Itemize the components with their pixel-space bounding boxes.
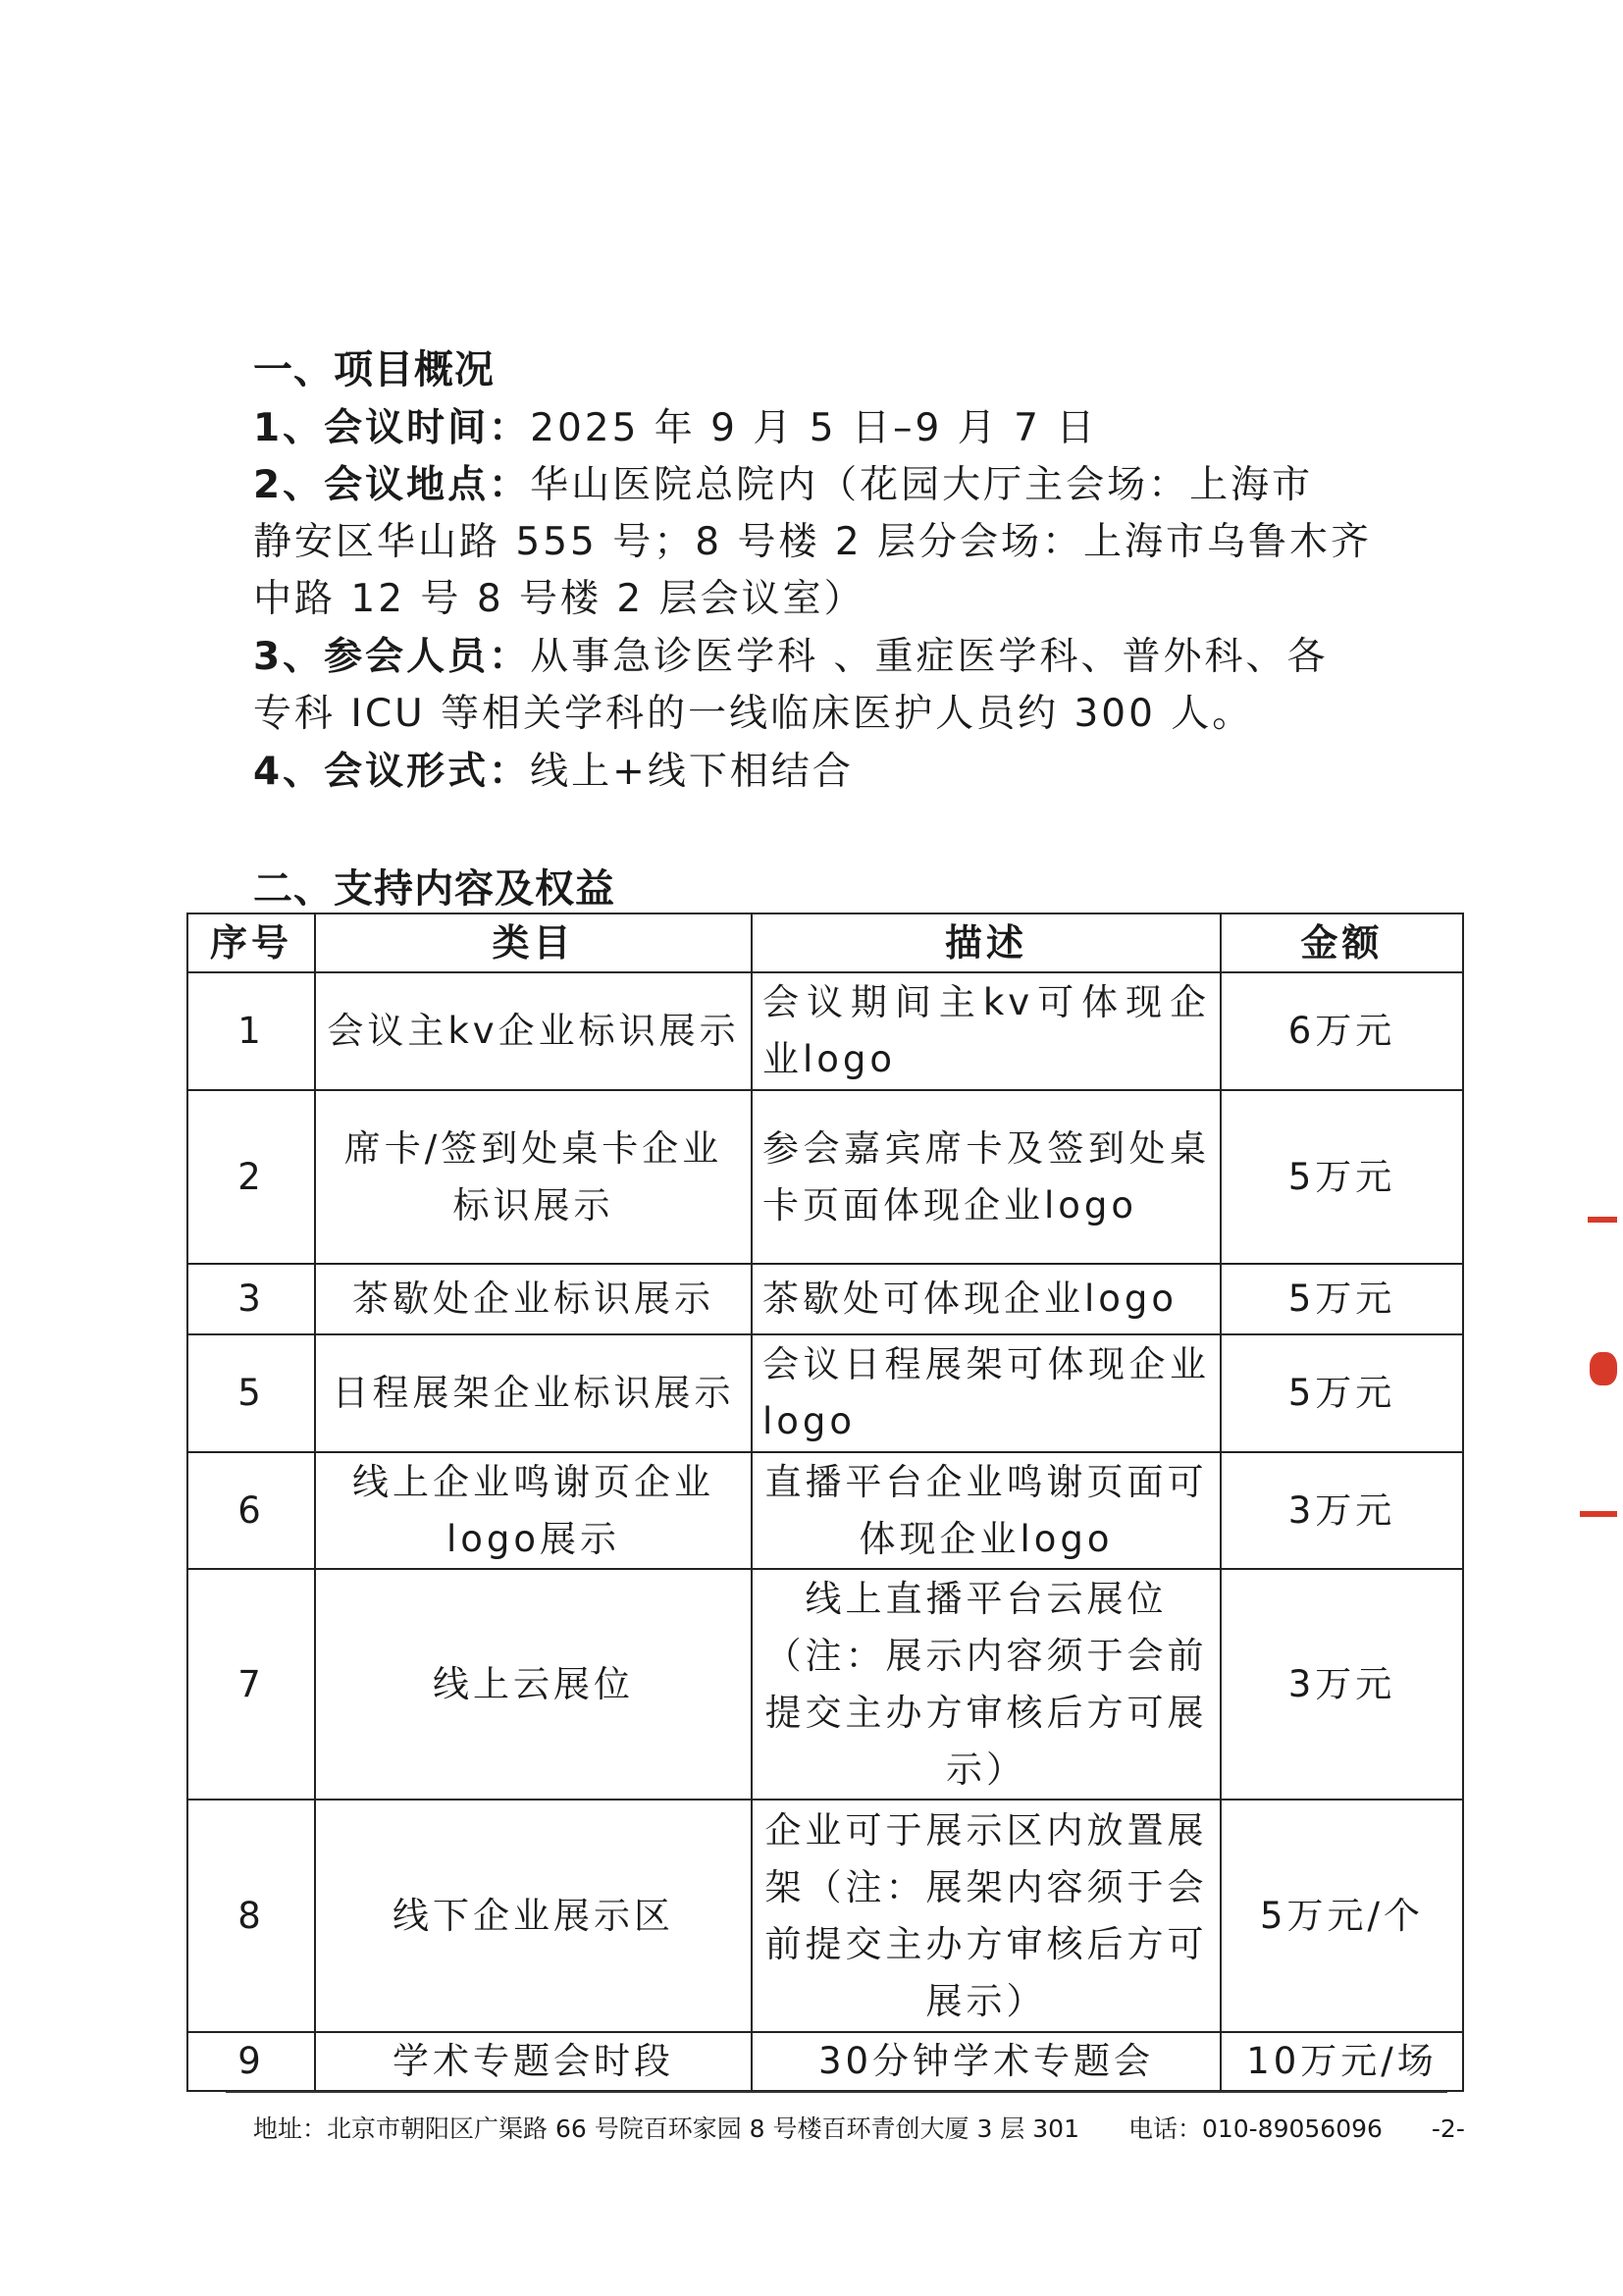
col-header-desc: 描述 bbox=[752, 913, 1221, 972]
table-row bbox=[187, 1090, 1463, 1264]
row-price: 3万元 bbox=[1221, 1452, 1463, 1569]
footer-address: 地址：北京市朝阳区广渠路 66 号院百环家园 8 号楼百环青创大厦 3 层 301 bbox=[253, 2114, 1079, 2143]
table-row bbox=[187, 1264, 1463, 1334]
sponsorship-table bbox=[186, 913, 1464, 2092]
row-no: 5 bbox=[187, 1334, 315, 1452]
meeting-location: 2、会议地点：华山医院总院内（花园大厅主会场：上海市 bbox=[253, 463, 1314, 507]
attendees: 3、参会人员：从事急诊医学科 、重症医学科、普外科、各 bbox=[253, 635, 1329, 679]
col-header-price: 金额 bbox=[1221, 913, 1463, 972]
row-price: 10万元/场 bbox=[1221, 2032, 1463, 2091]
table-row bbox=[187, 1334, 1463, 1452]
row-desc: 会议期间主kv可体现企业logo bbox=[752, 972, 1221, 1090]
row-item: 茶歇处企业标识展示 bbox=[315, 1264, 752, 1334]
section-heading-support: 二、支持内容及权益 bbox=[253, 866, 615, 912]
row-item: 会议主kv企业标识展示 bbox=[315, 972, 752, 1090]
seal-edge-mark bbox=[1580, 1511, 1617, 1517]
footer bbox=[253, 2110, 1506, 2145]
row-item: 线上企业鸣谢页企业logo展示 bbox=[315, 1452, 752, 1569]
row-price: 5万元 bbox=[1221, 1334, 1463, 1452]
page-number: -2- bbox=[1431, 2114, 1465, 2143]
row-item: 学术专题会时段 bbox=[315, 2032, 752, 2091]
row-desc: 企业可于展示区内放置展架（注：展架内容须于会前提交主办方审核后方可展示） bbox=[752, 1800, 1221, 2032]
row-desc: 直播平台企业鸣谢页面可体现企业logo bbox=[752, 1452, 1221, 1569]
table-row bbox=[187, 2032, 1463, 2091]
row-price: 6万元 bbox=[1221, 972, 1463, 1090]
row-price: 3万元 bbox=[1221, 1569, 1463, 1800]
row-item: 线上云展位 bbox=[315, 1569, 752, 1800]
footer-phone: 电话：010-89056096 bbox=[1127, 2114, 1383, 2143]
row-desc: 会议日程展架可体现企业logo bbox=[752, 1334, 1221, 1452]
row-no: 6 bbox=[187, 1452, 315, 1569]
seal-edge-mark bbox=[1588, 1217, 1617, 1223]
table-row bbox=[187, 1569, 1463, 1800]
row-price: 5万元 bbox=[1221, 1090, 1463, 1264]
meeting-location-cont: 中路 12 号 8 号楼 2 层会议室） bbox=[253, 577, 865, 621]
col-header-no: 序号 bbox=[187, 913, 315, 972]
row-no: 8 bbox=[187, 1800, 315, 2032]
col-header-item: 类目 bbox=[315, 913, 752, 972]
row-desc: 参会嘉宾席卡及签到处桌卡页面体现企业logo bbox=[752, 1090, 1221, 1264]
table-row bbox=[187, 1800, 1463, 2032]
attendees-cont: 专科 ICU 等相关学科的一线临床医护人员约 300 人。 bbox=[253, 692, 1254, 736]
row-no: 3 bbox=[187, 1264, 315, 1334]
row-price: 5万元/个 bbox=[1221, 1800, 1463, 2032]
row-desc: 30分钟学术专题会 bbox=[752, 2032, 1221, 2091]
section-heading-overview: 一、项目概况 bbox=[253, 347, 495, 392]
meeting-time: 1、会议时间：2025 年 9 月 5 日–9 月 7 日 bbox=[253, 406, 1098, 450]
meeting-location-cont: 静安区华山路 555 号；8 号楼 2 层分会场：上海市乌鲁木齐 bbox=[253, 520, 1373, 564]
row-price: 5万元 bbox=[1221, 1264, 1463, 1334]
footer-divider bbox=[226, 2091, 1447, 2093]
table-row bbox=[187, 1452, 1463, 1569]
meeting-format: 4、会议形式：线上+线下相结合 bbox=[253, 750, 854, 794]
table-header-row bbox=[187, 913, 1463, 972]
row-item: 席卡/签到处桌卡企业标识展示 bbox=[315, 1090, 752, 1264]
row-no: 1 bbox=[187, 972, 315, 1090]
row-desc: 线上直播平台云展位（注：展示内容须于会前提交主办方审核后方可展示） bbox=[752, 1569, 1221, 1800]
row-no: 7 bbox=[187, 1569, 315, 1800]
row-item: 日程展架企业标识展示 bbox=[315, 1334, 752, 1452]
row-item: 线下企业展示区 bbox=[315, 1800, 752, 2032]
row-desc: 茶歇处可体现企业logo bbox=[752, 1264, 1221, 1334]
row-no: 2 bbox=[187, 1090, 315, 1264]
table-row bbox=[187, 972, 1463, 1090]
seal-edge-mark bbox=[1590, 1352, 1617, 1385]
row-no: 9 bbox=[187, 2032, 315, 2091]
